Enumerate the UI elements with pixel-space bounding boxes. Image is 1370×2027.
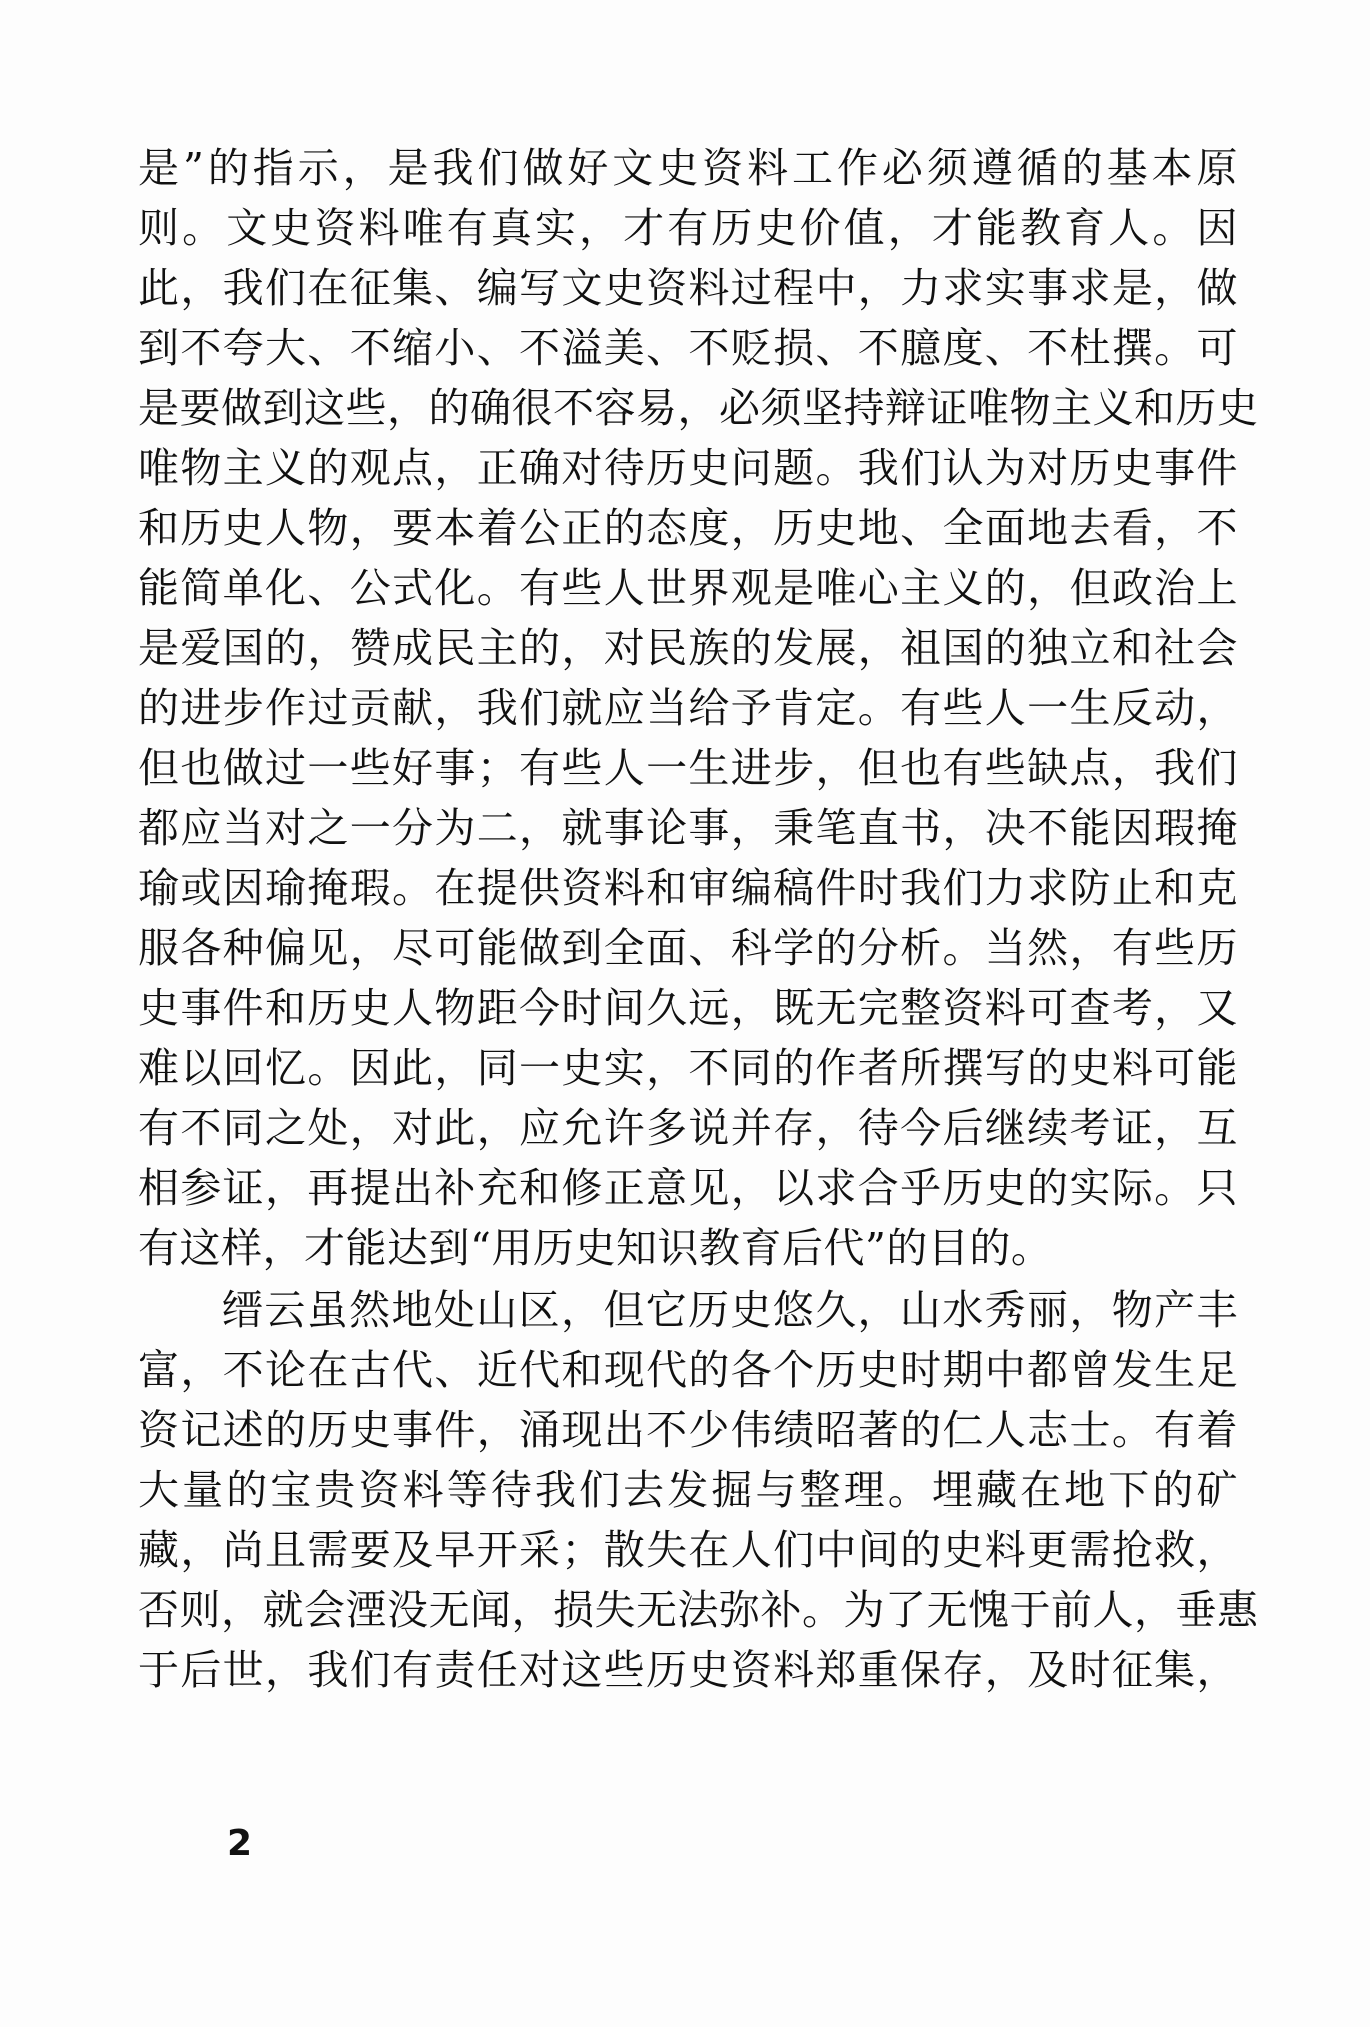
text-line: 的进步作过贡献，我们就应当给予肯定。有些人一生反动， bbox=[138, 684, 1238, 732]
text-line: 难以回忆。因此，同一史实，不同的作者所撰写的史料可能 bbox=[138, 1044, 1238, 1092]
page-number: 2 bbox=[227, 1823, 253, 1864]
text-line: 则。文史资料唯有真实，才有历史价值，才能教育人。因 bbox=[138, 204, 1238, 252]
paragraph-2 bbox=[138, 1280, 1259, 1700]
text-line: 藏，尚且需要及早开采；散失在人们中间的史料更需抢救， bbox=[138, 1526, 1238, 1574]
text-line: 是要做到这些，的确很不容易，必须坚持辩证唯物主义和历史 bbox=[138, 384, 1259, 432]
text-line: 富，不论在古代、近代和现代的各个历史时期中都曾发生足 bbox=[138, 1346, 1238, 1394]
text-line: 唯物主义的观点，正确对待历史问题。我们认为对历史事件 bbox=[138, 444, 1238, 492]
text-line: 是”的指示，是我们做好文史资料工作必须遵循的基本原 bbox=[138, 144, 1238, 192]
text-line: 史事件和历史人物距今时间久远，既无完整资料可查考，又 bbox=[138, 984, 1238, 1032]
text-line: 能简单化、公式化。有些人世界观是唯心主义的，但政治上 bbox=[138, 564, 1238, 612]
text-line: 于后世，我们有责任对这些历史资料郑重保存，及时征集， bbox=[138, 1646, 1238, 1694]
text-line: 服各种偏见，尽可能做到全面、科学的分析。当然，有些历 bbox=[138, 924, 1238, 972]
text-line: 有这样，才能达到“用历史知识教育后代”的目的。 bbox=[138, 1224, 1053, 1272]
text-line: 此，我们在征集、编写文史资料过程中，力求实事求是，做 bbox=[138, 264, 1238, 312]
text-line: 否则，就会湮没无闻，损失无法弥补。为了无愧于前人，垂惠 bbox=[138, 1586, 1259, 1634]
text-line: 和历史人物，要本着公正的态度，历史地、全面地去看，不 bbox=[138, 504, 1238, 552]
text-line: 但也做过一些好事；有些人一生进步，但也有些缺点，我们 bbox=[138, 744, 1238, 792]
text-line: 资记述的历史事件，涌现出不少伟绩昭著的仁人志士。有着 bbox=[138, 1406, 1238, 1454]
text-line: 是爱国的，赞成民主的，对民族的发展，祖国的独立和社会 bbox=[138, 624, 1238, 672]
text-line: 缙云虽然地处山区，但它历史悠久，山水秀丽，物产丰 bbox=[222, 1286, 1238, 1334]
text-line: 到不夸大、不缩小、不溢美、不贬损、不臆度、不杜撰。可 bbox=[138, 324, 1238, 372]
text-line: 有不同之处，对此，应允许多说并存，待今后继续考证，互 bbox=[138, 1104, 1238, 1152]
text-line: 都应当对之一分为二，就事论事，秉笔直书，决不能因瑕掩 bbox=[138, 804, 1238, 852]
text-line: 相参证，再提出补充和修正意见，以求合乎历史的实际。只 bbox=[138, 1164, 1238, 1212]
body-text bbox=[138, 138, 1259, 1700]
text-line: 大量的宝贵资料等待我们去发掘与整理。埋藏在地下的矿 bbox=[138, 1466, 1238, 1514]
text-line: 瑜或因瑜掩瑕。在提供资料和审编稿件时我们力求防止和克 bbox=[138, 864, 1238, 912]
paragraph-1 bbox=[138, 138, 1259, 1278]
